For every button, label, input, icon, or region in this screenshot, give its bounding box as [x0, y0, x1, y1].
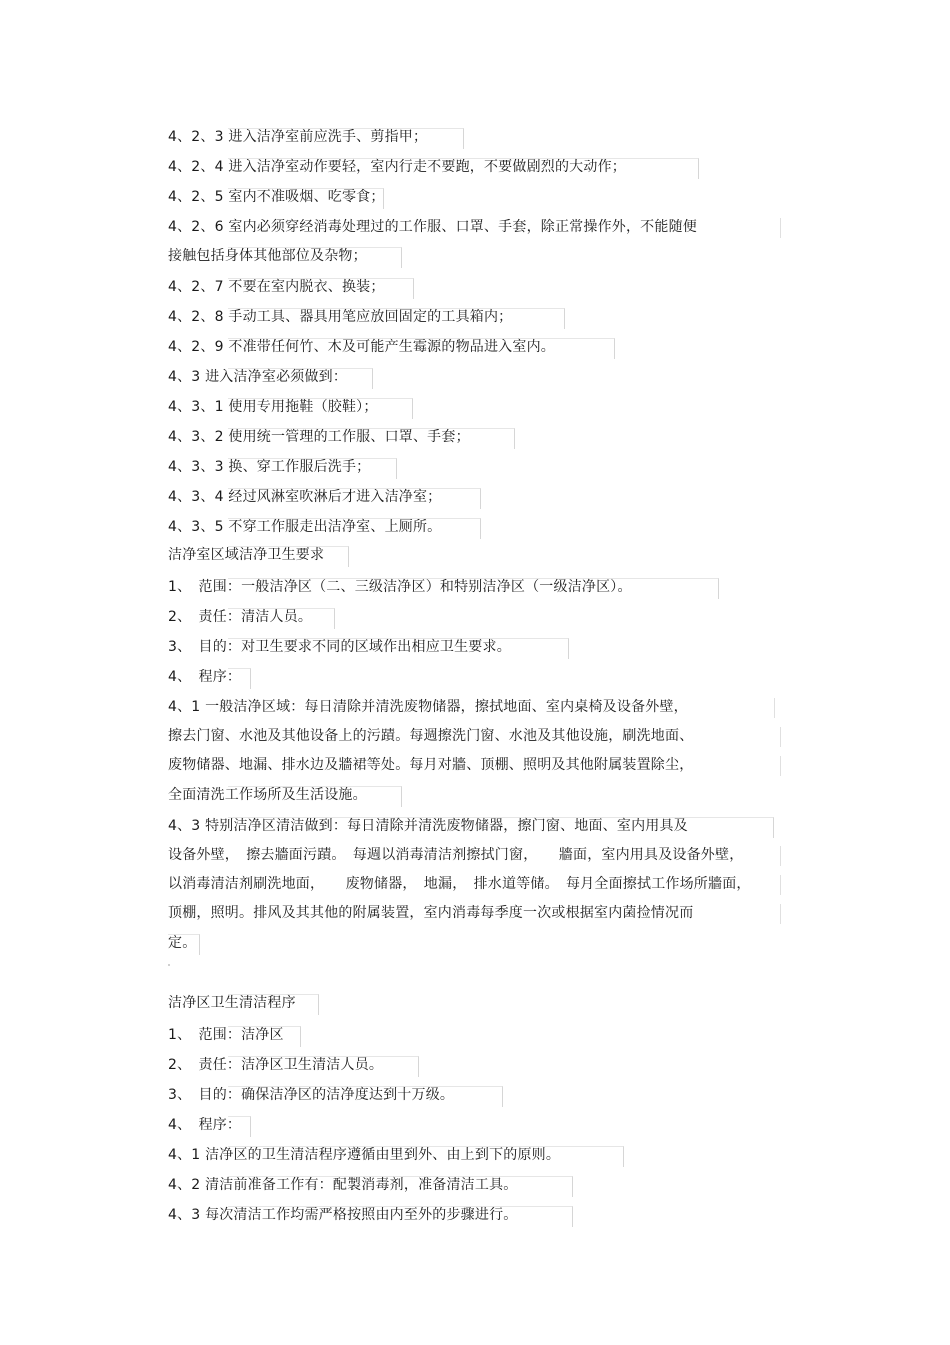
text-line: 4、2、8 手动工具、器具用笔应放回固定的工具箱内；: [168, 309, 513, 325]
text-line: 设备外壁， 擦去牆面污蹟。 每週以消毒清洁剂擦拭门窗， 牆面，室内用具及设备外壁，: [168, 847, 744, 863]
line-frame: [780, 727, 781, 747]
text-line: 4、2 清洁前准备工作有：配製消毒剂，准备清洁工具。: [168, 1177, 518, 1193]
text-line: 4、3 特别洁净区清洁做到：每日清除并清洗废物储器，擦门窗、地面、室内用具及: [168, 818, 688, 834]
text-line: 4、1 一般洁净区域：每日清除并清洗废物储器，擦拭地面、室内桌椅及设备外壁，: [168, 699, 688, 715]
text-line: 4、2、4 进入洁净室动作要轻，室内行走不要跑，不要做剧烈的大动作；: [168, 159, 626, 175]
text-line: 3、 目的：确保洁净区的洁净度达到十万级。: [168, 1087, 455, 1103]
stray-mark: [168, 964, 170, 966]
text-line: 4、 程序：: [168, 1117, 242, 1133]
text-line: 2、 责任：清洁人员。: [168, 609, 313, 625]
text-line: 废物储器、地漏、排水边及牆裙等处。每月对牆、顶棚、照明及其他附属装置除尘，: [168, 757, 694, 773]
text-line: 3、 目的：对卫生要求不同的区域作出相应卫生要求。: [168, 639, 511, 655]
text-line: 4、3、3 换、穿工作服后洗手；: [168, 459, 371, 475]
text-line: 擦去门窗、水池及其他设备上的污蹟。每週擦洗门窗、水池及其他设施，刷洗地面、: [168, 728, 694, 744]
text-line: 4、2、6 室内必须穿经消毒处理过的工作服、口罩、手套，除正常操作外，不能随便: [168, 219, 697, 235]
text-line: 4、3、4 经过风淋室吹淋后才进入洁净室；: [168, 489, 442, 505]
text-line: 4、3、5 不穿工作服走出洁净室、上厕所。: [168, 519, 442, 535]
text-line: 4、3 每次清洁工作均需严格按照由内至外的步骤进行。: [168, 1207, 518, 1223]
line-frame: [780, 875, 781, 895]
text-line: 4、3 进入洁净室必须做到：: [168, 369, 348, 385]
text-line: 4、2、3 进入洁净室前应洗手、剪指甲；: [168, 129, 428, 145]
text-line: 4、2、9 不准带任何竹、木及可能产生霉源的物品进入室内。: [168, 339, 555, 355]
text-line: 1、 范围：一般洁净区（二、三级洁净区）和特别洁净区（一级洁净区）。: [168, 579, 632, 595]
text-line: 顶棚，照明。排风及其其他的附属装置，室内消毒每季度一次或根据室内菌捡情况而: [168, 905, 694, 921]
text-line: 以消毒清洁剂刷洗地面， 废物储器， 地漏， 排水道等储。 每月全面擦拭工作场所牆面，: [168, 876, 751, 892]
text-line: 4、 程序：: [168, 669, 242, 685]
text-line: 1、 范围：洁净区: [168, 1027, 284, 1043]
text-line: 4、3、2 使用统一管理的工作服、口罩、手套；: [168, 429, 470, 445]
text-line: 2、 责任：洁净区卫生清洁人员。: [168, 1057, 384, 1073]
text-line: 4、3、1 使用专用拖鞋（胶鞋）；: [168, 399, 378, 415]
text-line: 全面清洗工作场所及生活设施。: [168, 787, 367, 803]
text-line: 4、2、5 室内不准吸烟、吃零食；: [168, 189, 385, 205]
section-heading: 洁净区卫生清洁程序: [168, 995, 296, 1011]
text-line: 接触包括身体其他部位及杂物；: [168, 248, 367, 264]
section-heading: 洁净室区域洁净卫生要求: [168, 547, 325, 563]
text-line: 4、1 洁净区的卫生清洁程序遵循由里到外、由上到下的原则。: [168, 1147, 561, 1163]
line-frame: [780, 904, 781, 924]
line-frame: [774, 698, 775, 718]
line-frame: [780, 756, 781, 776]
text-line: 定。: [168, 935, 197, 951]
line-frame: [780, 218, 781, 238]
line-frame: [780, 846, 781, 866]
text-line: 4、2、7 不要在室内脱衣、换装；: [168, 279, 385, 295]
